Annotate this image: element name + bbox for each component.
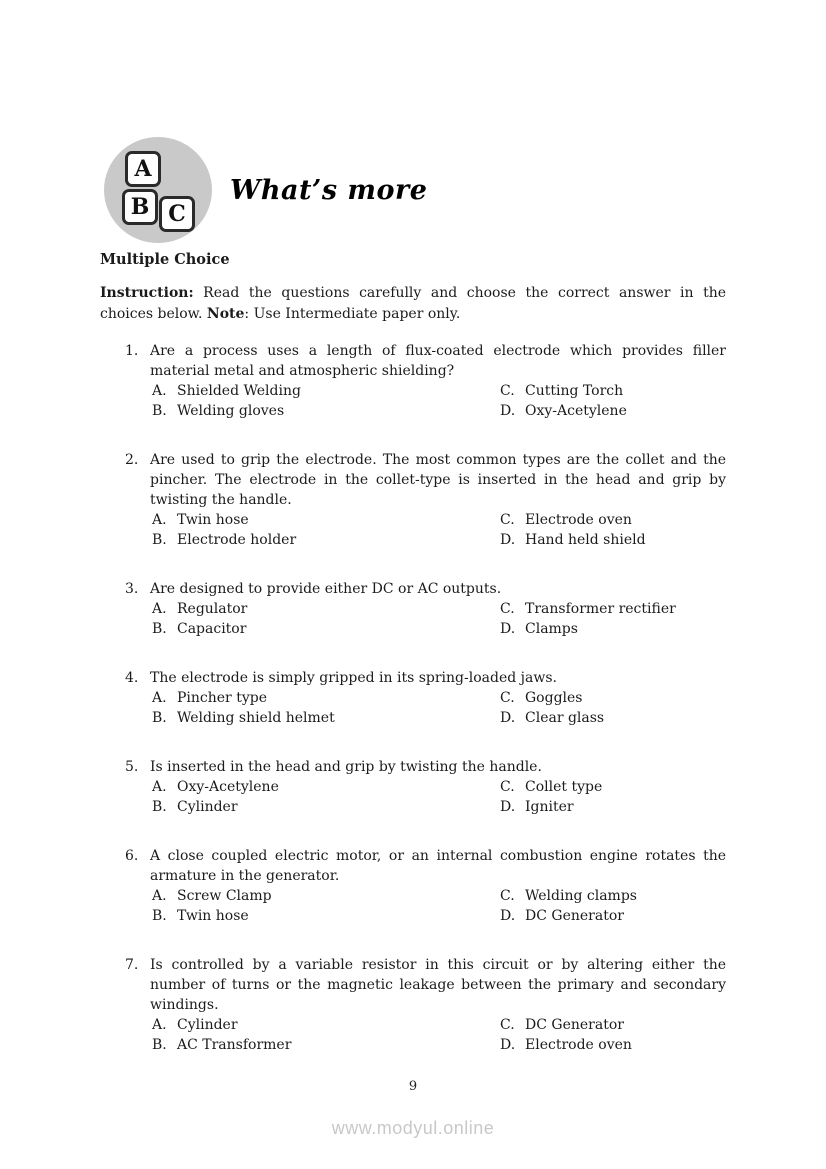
option-d	[500, 619, 726, 639]
option-text: Twin hose	[177, 908, 249, 924]
question-text: Are used to grip the electrode. The most common types are the collet and the pincher. The electrode in the collet-type is inserted in the head and grip by twisting the handle.	[150, 452, 726, 508]
question-options	[152, 886, 726, 926]
option-d	[500, 401, 726, 421]
option-d	[500, 530, 726, 550]
abc-blocks-icon	[104, 137, 212, 243]
option-letter: B.	[152, 532, 167, 548]
option-a	[152, 777, 500, 797]
option-letter: C.	[500, 512, 515, 528]
note-label: Note	[206, 306, 245, 322]
option-c	[500, 1015, 726, 1035]
option-letter: C.	[500, 690, 515, 706]
option-text: Electrode holder	[177, 532, 297, 548]
page-title: What’s more	[230, 174, 428, 206]
question-options	[152, 599, 726, 639]
option-letter: A.	[152, 601, 167, 617]
instruction-label: Instruction:	[100, 285, 194, 301]
question-body	[150, 757, 726, 817]
option-letter: B.	[152, 621, 167, 637]
option-text: AC Transformer	[177, 1037, 292, 1053]
option-letter: A.	[152, 512, 167, 528]
question-options	[152, 1015, 726, 1055]
abc-block-b-letter: B	[130, 194, 150, 220]
question-item	[125, 579, 726, 639]
option-text: Regulator	[177, 601, 248, 617]
question-body	[150, 341, 726, 421]
question-options	[152, 688, 726, 728]
option-letter: D.	[500, 908, 516, 924]
multiple-choice-heading: Multiple Choice	[100, 251, 230, 268]
option-text: Goggles	[525, 690, 583, 706]
option-text: Collet type	[525, 779, 603, 795]
question-number: 7.	[125, 957, 139, 973]
option-a	[152, 510, 500, 530]
option-d	[500, 906, 726, 926]
option-letter: D.	[500, 403, 516, 419]
option-c	[500, 688, 726, 708]
option-text: DC Generator	[525, 1017, 624, 1033]
question-item	[125, 846, 726, 926]
question-item	[125, 955, 726, 1055]
option-letter: D.	[500, 1037, 516, 1053]
option-b	[152, 797, 500, 817]
option-c	[500, 886, 726, 906]
question-number: 3.	[125, 581, 139, 597]
option-text: Welding clamps	[525, 888, 637, 904]
option-letter: D.	[500, 799, 516, 815]
option-text: Pincher type	[177, 690, 267, 706]
option-c	[500, 381, 726, 401]
option-text: Welding gloves	[177, 403, 285, 419]
option-letter: B.	[152, 1037, 167, 1053]
option-b	[152, 906, 500, 926]
option-letter: D.	[500, 621, 516, 637]
option-letter: A.	[152, 690, 167, 706]
option-text: Screw Clamp	[177, 888, 272, 904]
option-letter: C.	[500, 779, 515, 795]
option-b	[152, 530, 500, 550]
abc-block-c	[159, 196, 195, 232]
option-letter: C.	[500, 383, 515, 399]
option-text: Cutting Torch	[525, 383, 624, 399]
option-d	[500, 1035, 726, 1055]
page-number: 9	[408, 1079, 418, 1094]
question-options	[152, 510, 726, 550]
option-text: Electrode oven	[525, 1037, 632, 1053]
option-letter: B.	[152, 403, 167, 419]
option-text: Cylinder	[177, 799, 238, 815]
option-letter: B.	[152, 799, 167, 815]
option-c	[500, 599, 726, 619]
questions-list	[100, 341, 726, 1055]
question-number: 6.	[125, 848, 139, 864]
question-body	[150, 668, 726, 728]
option-text: Welding shield helmet	[177, 710, 335, 726]
option-letter: D.	[500, 532, 516, 548]
option-d	[500, 797, 726, 817]
abc-block-a-letter: A	[134, 156, 152, 182]
option-text: Hand held shield	[525, 532, 646, 548]
option-text: Cylinder	[177, 1017, 238, 1033]
option-letter: A.	[152, 888, 167, 904]
option-a	[152, 688, 500, 708]
question-body	[150, 955, 726, 1055]
option-d	[500, 708, 726, 728]
instruction-paragraph	[100, 283, 726, 325]
option-a	[152, 1015, 500, 1035]
option-letter: B.	[152, 710, 167, 726]
option-a	[152, 599, 500, 619]
question-text: Is inserted in the head and grip by twisting the handle.	[150, 759, 542, 775]
option-b	[152, 708, 500, 728]
abc-block-a	[125, 151, 161, 187]
option-text: Clamps	[525, 621, 578, 637]
option-letter: D.	[500, 710, 516, 726]
option-letter: B.	[152, 908, 167, 924]
option-b	[152, 619, 500, 639]
option-letter: C.	[500, 888, 515, 904]
option-text: Oxy-Acetylene	[177, 779, 279, 795]
question-text: Is controlled by a variable resistor in this circuit or by altering either the number of turns or the magnetic leakage between the primary and secondary windings.	[150, 957, 726, 1013]
option-letter: A.	[152, 779, 167, 795]
section-header	[104, 137, 427, 243]
option-letter: C.	[500, 1017, 515, 1033]
option-letter: A.	[152, 1017, 167, 1033]
option-c	[500, 510, 726, 530]
question-text: A close coupled electric motor, or an internal combustion engine rotates the armature in the generator.	[150, 848, 726, 884]
option-text: Oxy-Acetylene	[525, 403, 627, 419]
abc-block-b	[122, 189, 158, 225]
question-item	[125, 757, 726, 817]
question-body	[150, 846, 726, 926]
option-letter: C.	[500, 601, 515, 617]
note-text: : Use Intermediate paper only.	[244, 306, 461, 322]
question-body	[150, 450, 726, 550]
question-text: Are designed to provide either DC or AC outputs.	[150, 581, 502, 597]
question-text: The electrode is simply gripped in its spring-loaded jaws.	[150, 670, 557, 686]
option-a	[152, 381, 500, 401]
question-options	[152, 381, 726, 421]
option-text: Clear glass	[525, 710, 605, 726]
question-number: 5.	[125, 759, 139, 775]
question-options	[152, 777, 726, 817]
option-c	[500, 777, 726, 797]
instruction-text: Read the questions carefully and choose the correct answer in the choices below.	[100, 285, 726, 322]
option-a	[152, 886, 500, 906]
option-text: Igniter	[525, 799, 574, 815]
option-text: Electrode oven	[525, 512, 632, 528]
option-letter: A.	[152, 383, 167, 399]
option-text: Shielded Welding	[177, 383, 301, 399]
watermark-text: www.modyul.online	[331, 1118, 495, 1138]
question-item	[125, 668, 726, 728]
question-item	[125, 341, 726, 421]
option-b	[152, 401, 500, 421]
option-text: DC Generator	[525, 908, 624, 924]
question-number: 2.	[125, 452, 139, 468]
option-text: Twin hose	[177, 512, 249, 528]
abc-block-c-letter: C	[168, 201, 186, 227]
page-content	[100, 250, 726, 1084]
question-text: Are a process uses a length of flux-coated electrode which provides filler material metal and atmospheric shielding?	[150, 343, 726, 379]
question-number: 1.	[125, 343, 139, 359]
option-text: Transformer rectifier	[525, 601, 676, 617]
question-number: 4.	[125, 670, 139, 686]
option-b	[152, 1035, 500, 1055]
question-body	[150, 579, 726, 639]
question-item	[125, 450, 726, 550]
option-text: Capacitor	[177, 621, 247, 637]
